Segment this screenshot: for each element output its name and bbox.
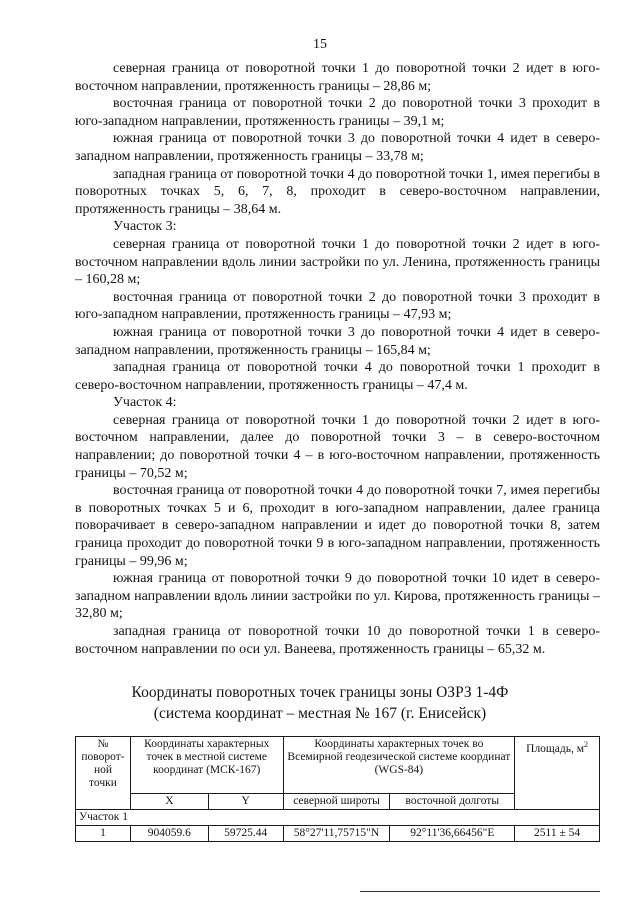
header-y: Y: [208, 794, 283, 810]
table-header-row: [76, 737, 600, 794]
paragraph: восточная граница от поворотной точки 2 до поворотной точки 3 проходит в юго-западном направлении, протяженность границы – 39,1 м;: [75, 96, 600, 129]
cell-longitude: 92°11'36,66456"E: [390, 826, 515, 842]
header-area: [515, 737, 600, 810]
header-east-longitude: восточной долготы: [390, 794, 515, 810]
header-north-latitude: северной широты: [283, 794, 390, 810]
table-title-line-2: (система координат – местная № 167 (г. Енисейск): [153, 705, 487, 722]
paragraph: северная граница от поворотной точки 1 до поворотной точки 2 идет в юго-восточном направлении, протяженность границы – 28,86 м;: [75, 61, 600, 94]
header-area-unit-sup: 2: [584, 740, 589, 749]
paragraph: западная граница от поворотной точки 10 до поворотной точки 1 в северо-восточном направлении по оси ул. Ванеева, протяженность границы – 65,32 м.: [75, 624, 600, 657]
header-local-coords: Координаты характерных точек в местной системе координат (МСК-167): [130, 737, 283, 794]
table-title-line-1: Координаты поворотных точек границы зоны ОЗРЗ 1-4Ф: [131, 684, 509, 701]
section-label: Участок 1: [76, 810, 600, 826]
paragraph: северная граница от поворотной точки 1 до поворотной точки 2 идет в юго-восточном направлении вдоль линии застройки по ул. Ленина, протяженность границы – 160,28 м;: [75, 236, 600, 288]
document-body: [75, 60, 600, 658]
table-title: [0, 682, 640, 724]
paragraph: южная граница от поворотной точки 9 до поворотной точки 10 идет в северо-западном направлении вдоль линии застройки по ул. Кирова, протяженность границы – 32,80 м;: [75, 571, 600, 622]
cell-y: 59725.44: [208, 826, 283, 842]
paragraph: западная граница от поворотной точки 4 до поворотной точки 1 проходит в северо-восточном направлении, протяженность границы – 47,4 м.: [75, 360, 600, 393]
footer-divider: [360, 891, 600, 892]
section-heading: Участок 4:: [113, 395, 177, 411]
paragraph: южная граница от поворотной точки 3 до поворотной точки 4 идет в северо-западном направлении, протяженность границы – 165,84 м;: [75, 324, 600, 358]
header-point-number: № поворот-ной точки: [76, 737, 131, 810]
cell-area: 2511 ± 54: [515, 826, 600, 842]
section-heading: Участок 3:: [113, 219, 177, 235]
coordinates-table: [75, 736, 600, 842]
header-wgs-coords: Координаты характерных точек во Всемирной геодезической системе координат (WGS-84): [283, 737, 515, 794]
paragraph: северная граница от поворотной точки 1 до поворотной точки 2 идет в юго-восточном направлении, далее до поворотной точки 3 – в северо-восточном направлении; до поворотной точки 4 – в юго-восточном направлении, протяженность границы – 70,52 м;: [75, 412, 600, 481]
header-x: X: [130, 794, 208, 810]
paragraph: южная граница от поворотной точки 3 до поворотной точки 4 идет в северо-западном направлении, протяженность границы – 33,78 м;: [75, 131, 600, 164]
paragraph: западная граница от поворотной точки 4 до поворотной точки 1, имея перегибы в поворотных точках 5, 6, 7, 8, проходит в северо-восточном направлении, протяженность границы – 38,64 м.: [75, 166, 600, 217]
header-area-label: Площадь, м: [526, 742, 585, 755]
paragraph: восточная граница от поворотной точки 2 до поворотной точки 3 проходит в юго-западном направлении, протяженность границы – 47,93 м;: [75, 289, 600, 323]
paragraph: восточная граница от поворотной точки 4 до поворотной точки 7, имея перегибы в поворотных точках 5 и 6, проходит в юго-западном направлении, далее граница поворачивает в северо-западном направлении и идет до поворотной точки 8, затем граница проходит до поворотной точки 9 в юго-западном направлении, протяженность границы – 99,96 м;: [75, 483, 600, 569]
table-section-row: [76, 810, 600, 826]
cell-latitude: 58°27'11,75715"N: [283, 826, 390, 842]
table-row: [76, 826, 600, 842]
cell-point-number: 1: [76, 826, 131, 842]
cell-x: 904059.6: [130, 826, 208, 842]
page-number: 15: [313, 37, 327, 52]
